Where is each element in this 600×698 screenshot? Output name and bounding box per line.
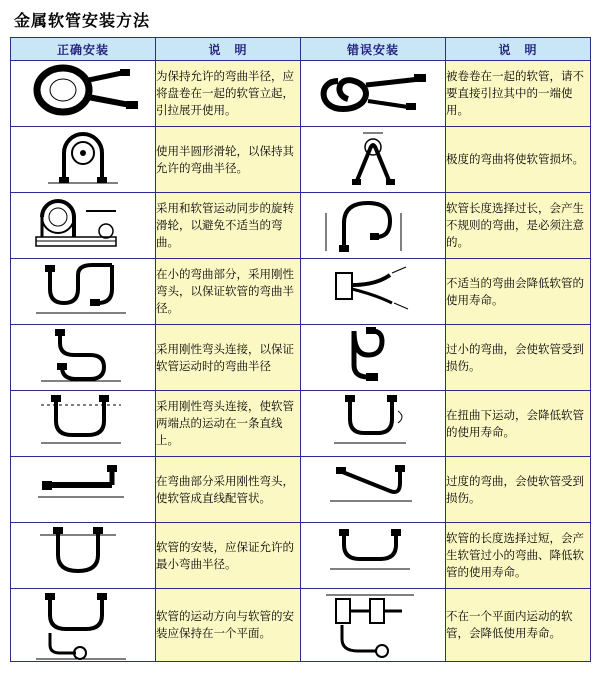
figure-cell-correct <box>11 325 156 391</box>
note-cell-correct: 软管的运动方向与软管的安装应保持在一个平面。 <box>156 589 301 662</box>
note-cell-wrong: 软管的长度选择过短，会产生软管过小的弯曲、降低软管的使用寿命。 <box>446 523 591 589</box>
rigid-elbow-connection-figure <box>11 325 155 390</box>
figure-cell-wrong <box>301 325 446 391</box>
too-small-bend-figure <box>301 325 445 390</box>
figure-cell-wrong <box>301 391 446 457</box>
too-long-hose-figure <box>301 523 445 588</box>
rigid-elbow-straight-line-figure <box>11 391 155 456</box>
column-header-wrong-note: 说 明 <box>446 38 591 61</box>
figure-cell-correct <box>11 127 156 193</box>
table-row <box>11 259 591 325</box>
synchronized-rotating-pulley-figure <box>11 193 155 258</box>
figure-cell-correct <box>11 259 156 325</box>
note-cell-correct: 采用刚性弯头连接，以保证软管运动时的弯曲半径 <box>156 325 301 391</box>
page-title: 金属软管安装方法 <box>14 11 151 30</box>
twisting-motion-figure <box>301 391 445 456</box>
table-row <box>11 589 591 662</box>
figure-cell-correct <box>11 61 156 127</box>
note-cell-correct: 软管的安装，应保证允许的最小弯曲半径。 <box>156 523 301 589</box>
figure-cell-wrong <box>301 589 446 662</box>
note-cell-wrong: 极度的弯曲将使软管损坏。 <box>446 127 591 193</box>
column-header-correct-note: 说 明 <box>156 38 301 61</box>
figure-cell-wrong <box>301 127 446 193</box>
coiled-hose-pulled-figure <box>301 61 445 126</box>
figure-cell-wrong <box>301 259 446 325</box>
note-cell-wrong: 过度的弯曲，会使软管受到损伤。 <box>446 457 591 523</box>
figure-cell-correct <box>11 523 156 589</box>
note-cell-correct: 为保持允许的弯曲半径，应将盘卷在一起的软管立起，引拉展开使用。 <box>156 61 301 127</box>
note-cell-correct: 使用半圆形滑轮，以保持其允许的弯曲半径。 <box>156 127 301 193</box>
improper-bend-figure <box>301 259 445 324</box>
note-cell-correct: 在弯曲部分采用刚性弯头，使软管成直线配管状。 <box>156 457 301 523</box>
note-cell-wrong: 不在一个平面内运动的软管，会降低使用寿命。 <box>446 589 591 662</box>
note-cell-correct: 采用刚性弯头连接，使软管两端点的运动在一条直线上。 <box>156 391 301 457</box>
column-header-correct-install: 正确安装 <box>11 38 156 61</box>
column-header-wrong-install: 错误安装 <box>301 38 446 61</box>
semicircle-pulley-figure <box>11 127 155 192</box>
table-header-row <box>11 38 591 61</box>
table-row <box>11 325 591 391</box>
minimum-bend-radius-figure <box>11 523 155 588</box>
hose-installation-table <box>10 37 591 662</box>
sharp-bend-pulley-figure <box>301 127 445 192</box>
figure-cell-wrong <box>301 457 446 523</box>
figure-cell-wrong <box>301 523 446 589</box>
long-hose-loop-figure <box>301 193 445 258</box>
out-of-plane-motion-figure <box>301 589 445 661</box>
coiled-hose-standing-figure <box>11 61 155 126</box>
table-row <box>11 457 591 523</box>
table-row <box>11 193 591 259</box>
note-cell-correct: 采用和软管运动同步的旋转滑轮，以避免不适当的弯曲。 <box>156 193 301 259</box>
note-cell-wrong: 过小的弯曲，会使软管受到损伤。 <box>446 325 591 391</box>
table-row <box>11 391 591 457</box>
table-row <box>11 523 591 589</box>
figure-cell-wrong <box>301 61 446 127</box>
same-plane-motion-figure <box>11 589 155 661</box>
excessive-bend-figure <box>301 457 445 522</box>
figure-cell-correct <box>11 193 156 259</box>
table-row <box>11 61 591 127</box>
figure-cell-correct <box>11 457 156 523</box>
table-row <box>11 127 591 193</box>
straight-pipe-elbow-figure <box>11 457 155 522</box>
note-cell-wrong: 不适当的弯曲会降低软管的使用寿命。 <box>446 259 591 325</box>
rigid-bend-small-radius-figure <box>11 259 155 324</box>
note-cell-correct: 在小的弯曲部分，采用刚性弯头，以保证软管的弯曲半径。 <box>156 259 301 325</box>
note-cell-wrong: 被卷卷在一起的软管，请不要直接引拉其中的一端使用。 <box>446 61 591 127</box>
note-cell-wrong: 软管长度选择过长，会产生不规则的弯曲，是必须注意的。 <box>446 193 591 259</box>
figure-cell-wrong <box>301 193 446 259</box>
figure-cell-correct <box>11 589 156 662</box>
figure-cell-correct <box>11 391 156 457</box>
note-cell-wrong: 在扭曲下运动，会降低软管的使用寿命。 <box>446 391 591 457</box>
